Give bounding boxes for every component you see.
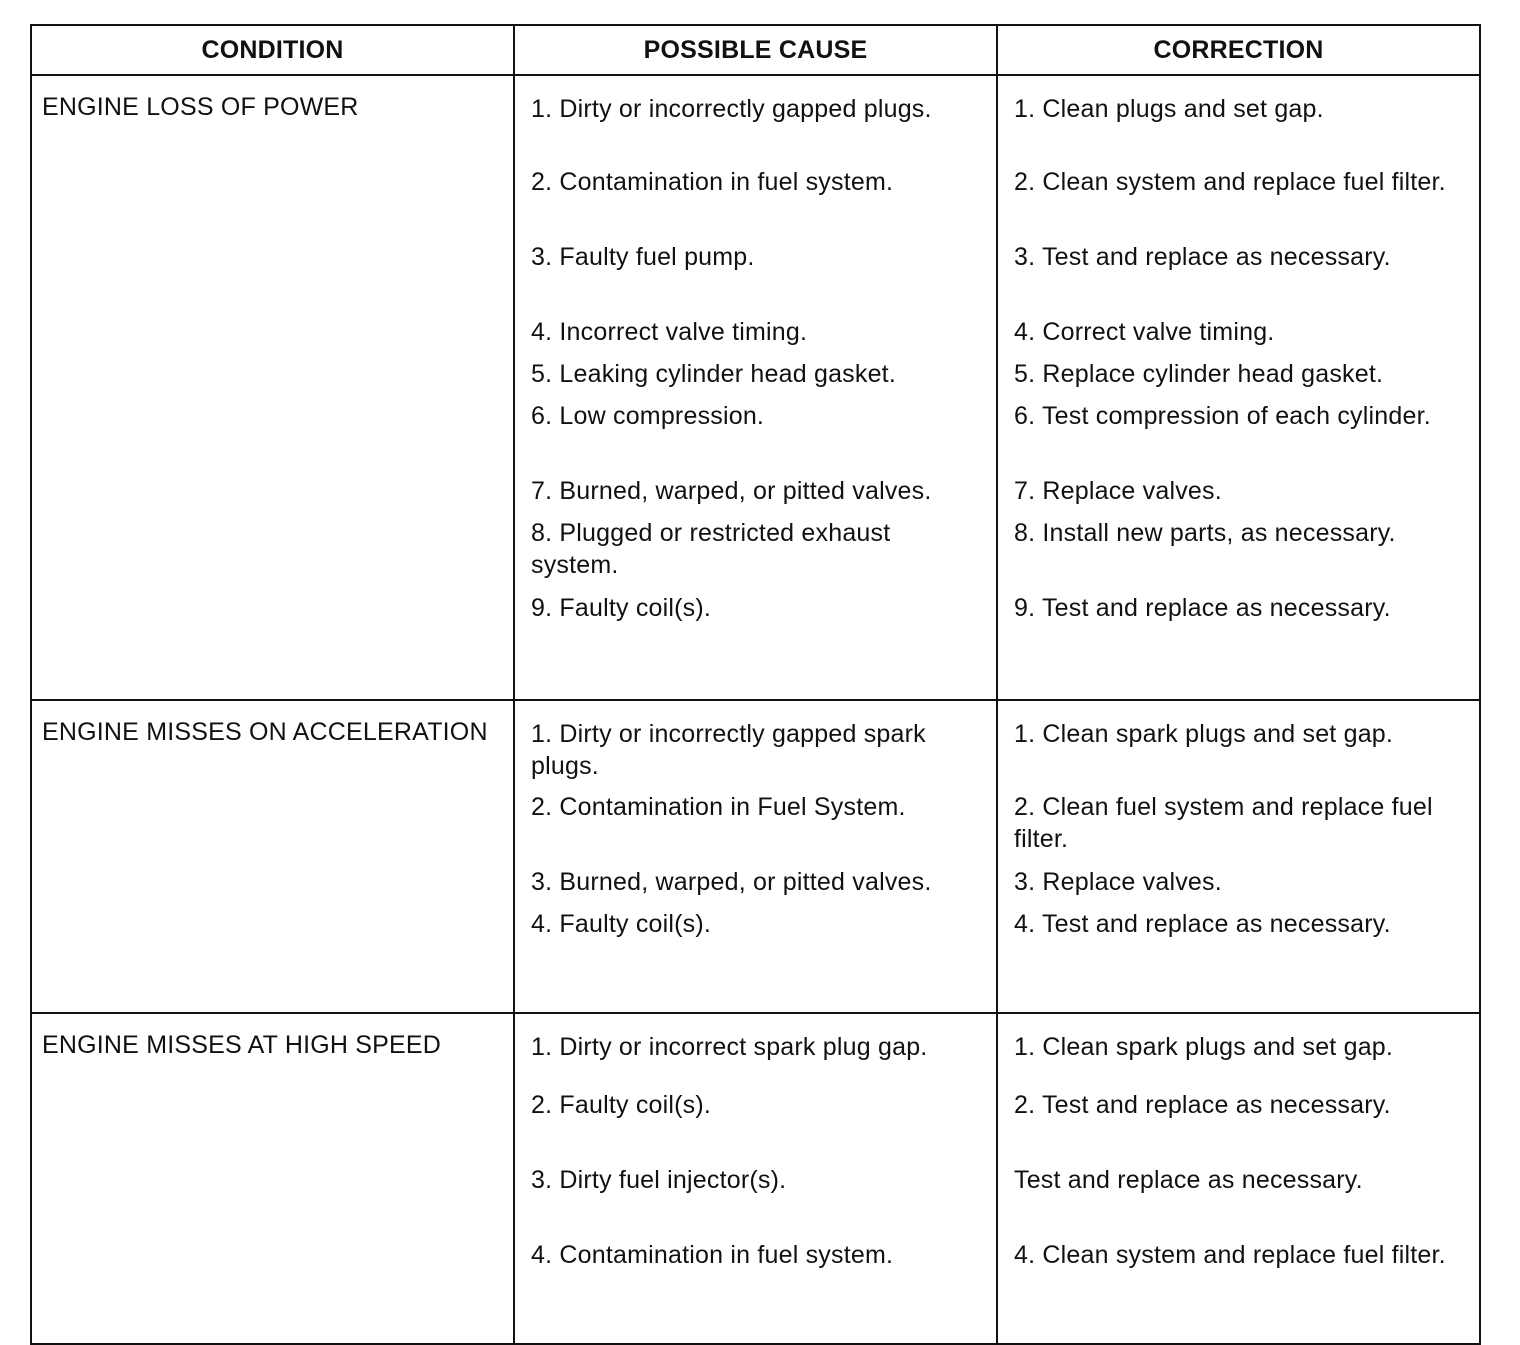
diagnosis-table xyxy=(30,24,1481,1345)
correction-cell xyxy=(997,1013,1480,1344)
correction-item: 4. Clean system and replace fuel filter. xyxy=(1014,1241,1446,1269)
table-row xyxy=(31,1013,1480,1344)
cause-item: 7. Burned, warped, or pitted valves. xyxy=(531,477,932,505)
correction-item: 4. Correct valve timing. xyxy=(1014,318,1275,346)
cause-item: 1. Dirty or incorrectly gapped spark plugs. xyxy=(531,720,926,780)
cause-item: 1. Dirty or incorrectly gapped plugs. xyxy=(531,95,932,123)
correction-item: 6. Test compression of each cylinder. xyxy=(1014,402,1431,430)
cause-item: 9. Faulty coil(s). xyxy=(531,594,712,622)
cause-item: 4. Faulty coil(s). xyxy=(531,910,712,938)
cause-item: 2. Contamination in fuel system. xyxy=(531,168,894,196)
correction-item: 1. Clean spark plugs and set gap. xyxy=(1014,1033,1394,1061)
cause-item: 3. Faulty fuel pump. xyxy=(531,243,755,271)
correction-item: 1. Clean spark plugs and set gap. xyxy=(1014,720,1394,748)
condition-cell: ENGINE LOSS OF POWER xyxy=(31,75,514,700)
condition-cell: ENGINE MISSES ON ACCELERATION xyxy=(31,700,514,1013)
cause-item: 1. Dirty or incorrect spark plug gap. xyxy=(531,1033,928,1061)
cause-cell xyxy=(514,1013,997,1344)
correction-cell xyxy=(997,700,1480,1013)
correction-item: 7. Replace valves. xyxy=(1014,477,1222,505)
header-condition: CONDITION xyxy=(31,25,514,75)
correction-item: 4. Test and replace as necessary. xyxy=(1014,910,1391,938)
cause-item: 4. Contamination in fuel system. xyxy=(531,1241,894,1269)
table-row xyxy=(31,700,1480,1013)
correction-item: 5. Replace cylinder head gasket. xyxy=(1014,360,1384,388)
cause-cell xyxy=(514,75,997,700)
cause-item: 2. Contamination in Fuel System. xyxy=(531,793,906,821)
cause-item: 2. Faulty coil(s). xyxy=(531,1091,712,1119)
cause-item: 5. Leaking cylinder head gasket. xyxy=(531,360,896,388)
header-correction: CORRECTION xyxy=(997,25,1480,75)
cause-cell xyxy=(514,700,997,1013)
cause-item: 4. Incorrect valve timing. xyxy=(531,318,808,346)
correction-item: 2. Clean fuel system and replace fuel filter. xyxy=(1014,793,1433,853)
table-row xyxy=(31,75,1480,700)
cause-item: 8. Plugged or restricted exhaust system. xyxy=(531,519,891,579)
correction-cell xyxy=(997,75,1480,700)
correction-item: 3. Replace valves. xyxy=(1014,868,1222,896)
correction-item: 9. Test and replace as necessary. xyxy=(1014,594,1391,622)
cause-item: 3. Dirty fuel injector(s). xyxy=(531,1166,787,1194)
header-row xyxy=(31,25,1480,75)
cause-item: 6. Low compression. xyxy=(531,402,765,430)
correction-item: 2. Test and replace as necessary. xyxy=(1014,1091,1391,1119)
correction-item: 3. Test and replace as necessary. xyxy=(1014,243,1391,271)
correction-item: 1. Clean plugs and set gap. xyxy=(1014,95,1324,123)
condition-cell: ENGINE MISSES AT HIGH SPEED xyxy=(31,1013,514,1344)
correction-item: Test and replace as necessary. xyxy=(1014,1166,1363,1194)
header-possible-cause: POSSIBLE CAUSE xyxy=(514,25,997,75)
cause-item: 3. Burned, warped, or pitted valves. xyxy=(531,868,932,896)
correction-item: 8. Install new parts, as necessary. xyxy=(1014,519,1396,547)
correction-item: 2. Clean system and replace fuel filter. xyxy=(1014,168,1446,196)
